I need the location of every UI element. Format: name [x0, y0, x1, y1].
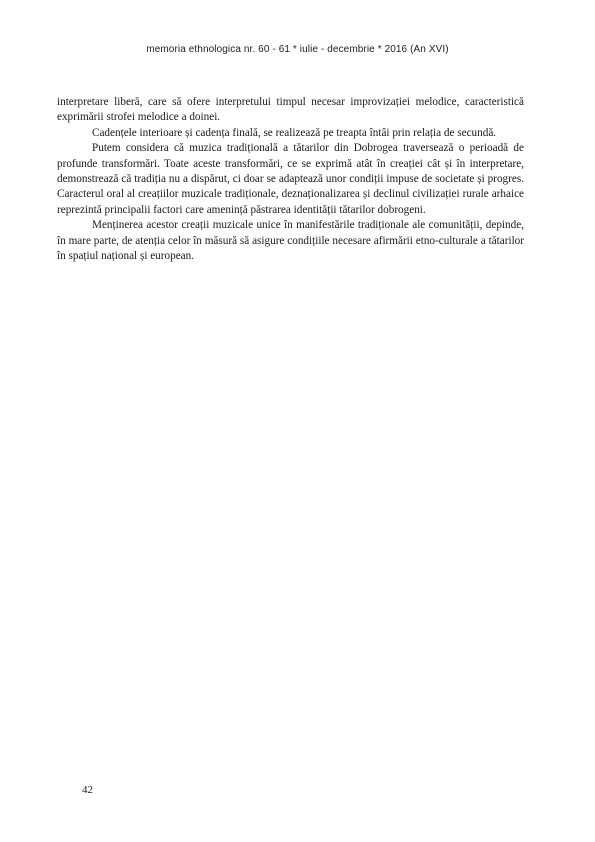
- paragraph-cadences: Cadențele interioare și cadența finală, se realizează pe treapta întâi prin relația de secundă.: [92, 126, 497, 139]
- paragraph-transformations: Putem considera că muzica tradițională a tătarilor din Dobrogea traversează o perioadă de profunde transformări. Toate aceste transformări, ce se exprimă atât în creației cât și în interpretare, demonstrează că tradiția nu a dispărut, ci doar se adaptează unor condiții impuse de societate și progres. Caracterul oral al creațiilor muzicale tradiționale, deznaționalizarea și declinul civilizației rurale arhaice reprezintă principalii factori care amenință păstrarea identității tătarilor dobrogeni.: [57, 142, 524, 216]
- article-body: [57, 95, 524, 264]
- page-number: 42: [82, 784, 93, 796]
- running-header: memoria ethnologica nr. 60 - 61 * iulie - decembrie * 2016 (An XVI): [146, 44, 449, 55]
- paragraph-conclusion: Menținerea acestor creații muzicale unice în manifestările tradiționale ale comunității, depinde, în mare parte, de atenția celor în măsură să asigure condițiile necesare afirmării etno-culturale a tătarilor în spațiul național și european.: [57, 219, 524, 263]
- paragraph-continuation: interpretare liberă, care să ofere interpretului timpul necesar improvizației melodice, caracteristică exprimării strofei melodice a doinei.: [57, 96, 524, 124]
